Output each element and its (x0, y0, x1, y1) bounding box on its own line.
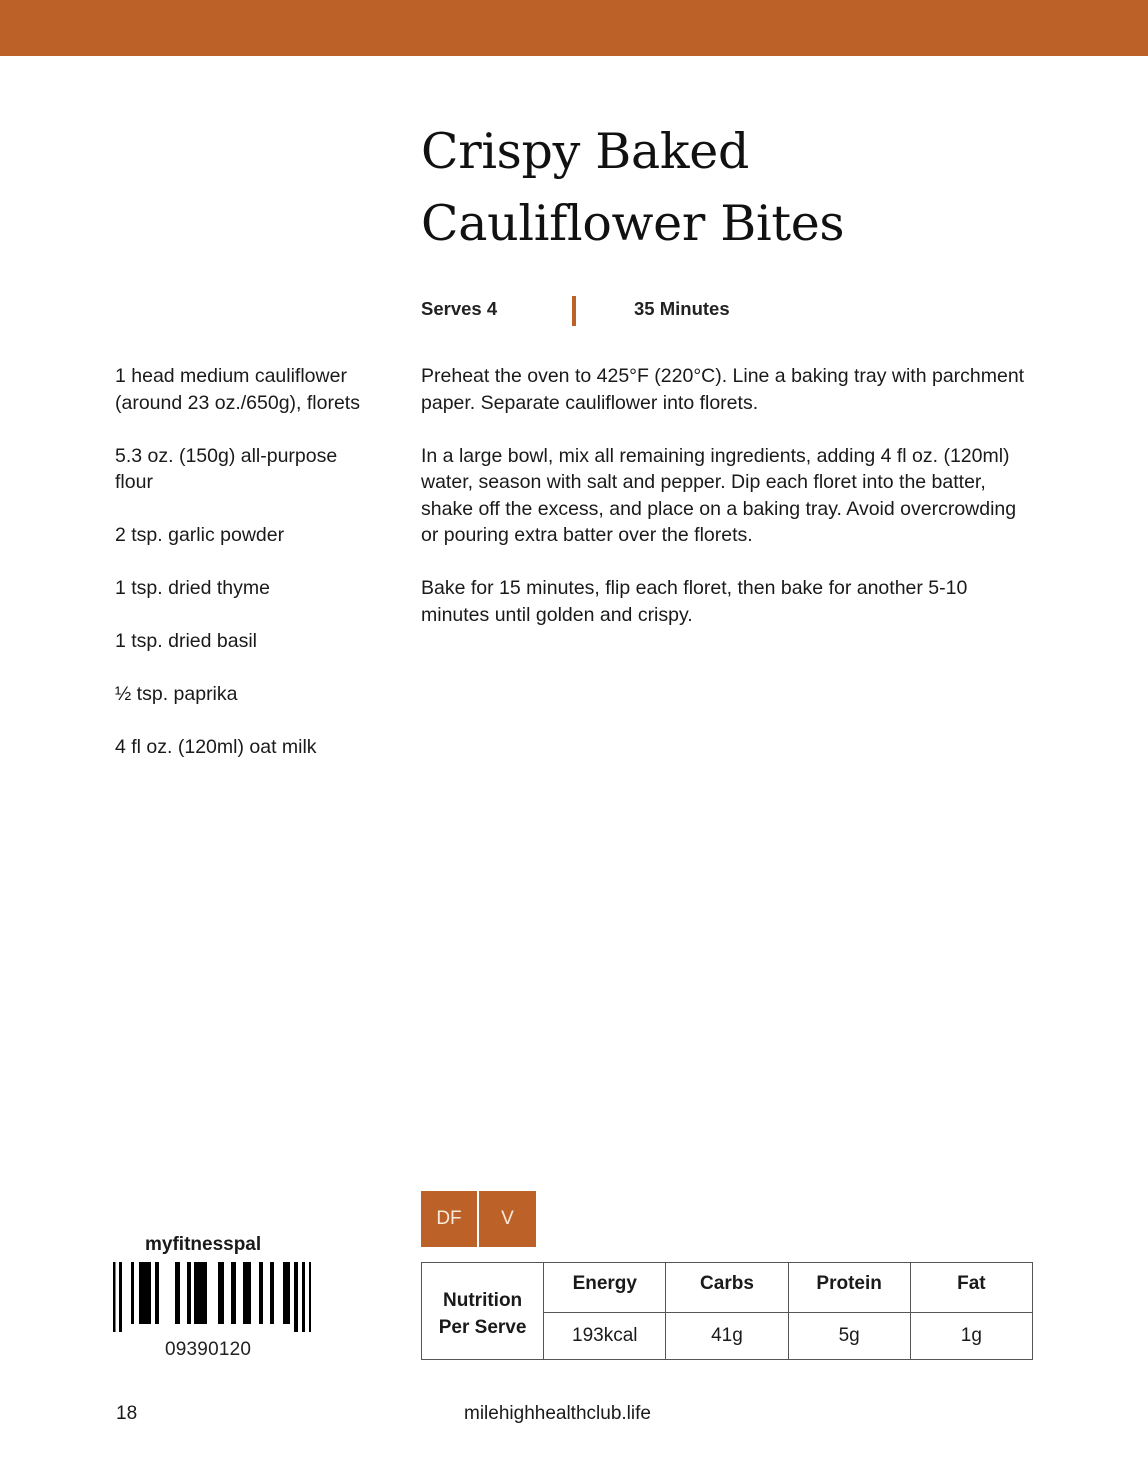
value-energy: 193kcal (544, 1313, 666, 1360)
value-carbs: 41g (666, 1313, 788, 1360)
time-label: 35 Minutes (634, 298, 730, 319)
nutrition-label-line-1: Nutrition (443, 1290, 523, 1311)
nutrition-label-line-2: Per Serve (438, 1317, 527, 1338)
method-step: Bake for 15 minutes, flip each floret, then bake for another 5-10 minutes until golden and crispy. (421, 577, 968, 626)
header-carbs: Carbs (666, 1263, 788, 1313)
header-band (0, 0, 1148, 56)
value-fat: 1g (910, 1313, 1032, 1360)
ingredients-list (115, 363, 405, 787)
ingredient-item: 1 head medium cauliflower (around 23 oz./650g), florets (115, 365, 360, 414)
nutrition-header-row (422, 1263, 1033, 1313)
ingredient-item: ½ tsp. paprika (115, 683, 238, 705)
recipe-title (421, 116, 1021, 260)
barcode-brand: myfitnesspal (145, 1234, 262, 1255)
header-protein: Protein (788, 1263, 910, 1313)
serves-label: Serves 4 (421, 298, 498, 319)
ingredient-item: 1 tsp. dried basil (115, 630, 257, 652)
header-fat: Fat (910, 1263, 1032, 1313)
meta-divider (572, 296, 576, 326)
footer-url[interactable]: milehighhealthclub.life (464, 1403, 651, 1424)
ingredient-item: 4 fl oz. (120ml) oat milk (115, 736, 317, 758)
ingredient-item: 5.3 oz. (150g) all-purpose flour (115, 444, 338, 493)
method-step: In a large bowl, mix all remaining ingredients, adding 4 fl oz. (120ml) water, season with salt and pepper. Dip each floret into the batter, shake off the excess, and place on a baking tray. Avoid overcrowding or pouring extra batter over the florets. (421, 444, 1017, 546)
recipe-title-line-2: Cauliflower Bites (421, 195, 845, 252)
ingredient-item: 1 tsp. dried thyme (115, 577, 270, 599)
badge-dairy-free: DF (421, 1191, 477, 1247)
barcode-icon (108, 1233, 320, 1343)
method-steps (421, 363, 1031, 655)
recipe-title-line-1: Crispy Baked (421, 123, 750, 180)
page-number: 18 (116, 1403, 138, 1424)
method-step: Preheat the oven to 425°F (220°C). Line a baking tray with parchment paper. Separate cauliflower into florets. (421, 365, 1025, 414)
value-protein: 5g (788, 1313, 910, 1360)
dietary-badges (421, 1191, 536, 1247)
barcode-number: 09390120 (165, 1339, 252, 1360)
badge-vegan: V (479, 1191, 536, 1247)
ingredient-item: 2 tsp. garlic powder (115, 524, 285, 546)
header-energy: Energy (544, 1263, 666, 1313)
recipe-meta (421, 296, 821, 326)
nutrition-table (421, 1262, 1033, 1360)
nutrition-label (422, 1263, 544, 1360)
